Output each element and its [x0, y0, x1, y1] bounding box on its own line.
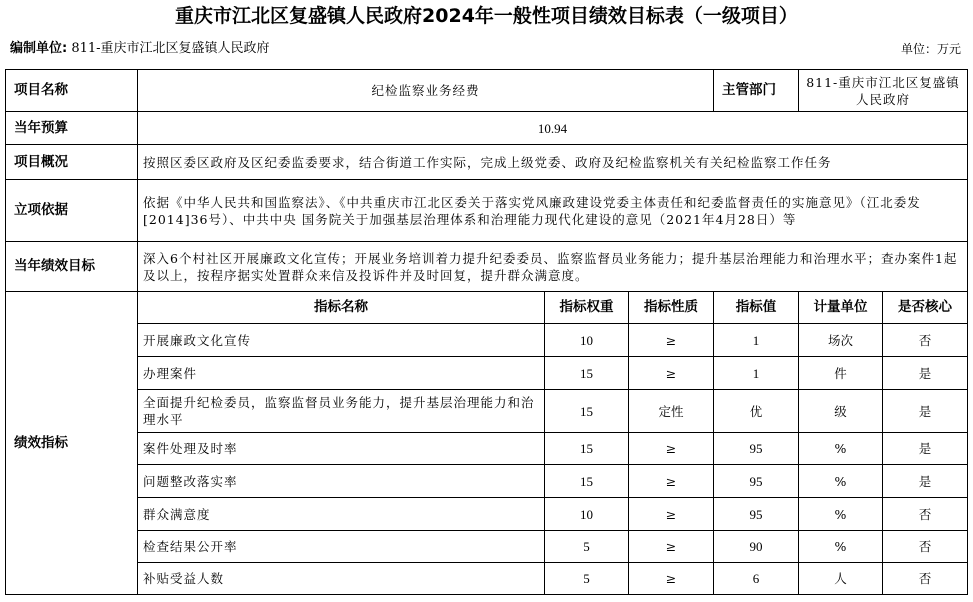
- indicator-value: 6: [714, 563, 799, 595]
- header-indicator-name: 指标名称: [138, 292, 545, 324]
- indicator-unit: 级: [799, 390, 883, 433]
- indicator-unit: 场次: [799, 324, 883, 357]
- indicator-core: 否: [883, 531, 968, 563]
- indicator-unit: %: [799, 498, 883, 531]
- compiling-unit: [10, 40, 270, 58]
- indicators-section-label: 绩效指标: [6, 292, 138, 595]
- budget-label: 当年预算: [6, 112, 138, 145]
- indicator-value: 95: [714, 465, 799, 498]
- indicator-nature: ≥: [629, 357, 714, 390]
- currency-unit: 单位：万元: [900, 42, 961, 56]
- project-name-value: 纪检监察业务经费: [138, 70, 714, 112]
- table-row: [6, 324, 968, 357]
- table-row: [6, 563, 968, 595]
- indicator-weight: 10: [545, 324, 629, 357]
- header-unit: 计量单位: [799, 292, 883, 324]
- indicator-value: 1: [714, 357, 799, 390]
- indicator-unit: %: [799, 465, 883, 498]
- dept-value: 811-重庆市江北区复盛镇人民政府: [799, 70, 968, 112]
- overview-value: 按照区委区政府及区纪委监委要求，结合街道工作实际，完成上级党委、政府及纪检监察机关有关纪检监察工作任务: [138, 145, 968, 180]
- indicator-name: 检查结果公开率: [138, 531, 545, 563]
- indicator-unit: 件: [799, 357, 883, 390]
- basis-row: [6, 180, 968, 242]
- overview-row: [6, 145, 968, 180]
- indicator-weight: 15: [545, 390, 629, 433]
- indicator-name: 群众满意度: [138, 498, 545, 531]
- indicator-nature: 定性: [629, 390, 714, 433]
- indicator-weight: 5: [545, 531, 629, 563]
- dept-label: 主管部门: [714, 70, 799, 112]
- project-name-label: 项目名称: [6, 70, 138, 112]
- compiling-unit-label: 编制单位:: [10, 41, 68, 56]
- indicator-core: 是: [883, 433, 968, 465]
- indicator-name: 办理案件: [138, 357, 545, 390]
- indicator-weight: 15: [545, 357, 629, 390]
- project-name-row: [6, 70, 968, 112]
- indicator-core: 是: [883, 390, 968, 433]
- goal-value: 深入6个村社区开展廉政文化宣传；开展业务培训着力提升纪委委员、监察监督员业务能力；提升基层治理能力和治理水平；查办案件1起及以上，按程序据实处置群众来信及投诉件并及时回复，提升群众满意度。: [138, 242, 968, 292]
- indicator-nature: ≥: [629, 433, 714, 465]
- overview-label: 项目概况: [6, 145, 138, 180]
- indicator-value: 95: [714, 498, 799, 531]
- table-row: [6, 357, 968, 390]
- indicator-unit: 人: [799, 563, 883, 595]
- indicator-nature: ≥: [629, 531, 714, 563]
- table-row: [6, 465, 968, 498]
- indicator-core: 是: [883, 465, 968, 498]
- compiling-unit-value: 811-重庆市江北区复盛镇人民政府: [71, 41, 270, 56]
- indicator-name: 开展廉政文化宣传: [138, 324, 545, 357]
- indicator-value: 1: [714, 324, 799, 357]
- indicator-core: 否: [883, 324, 968, 357]
- indicator-header-row: [6, 292, 968, 324]
- indicator-weight: 10: [545, 498, 629, 531]
- indicator-weight: 15: [545, 465, 629, 498]
- performance-table: [5, 69, 968, 595]
- indicator-name: 全面提升纪检委员，监察监督员业务能力，提升基层治理能力和治理水平: [138, 390, 545, 433]
- indicator-core: 否: [883, 563, 968, 595]
- indicator-nature: ≥: [629, 563, 714, 595]
- goal-row: [6, 242, 968, 292]
- indicator-core: 否: [883, 498, 968, 531]
- table-row: [6, 433, 968, 465]
- indicator-name: 案件处理及时率: [138, 433, 545, 465]
- indicator-unit: %: [799, 531, 883, 563]
- basis-label: 立项依据: [6, 180, 138, 242]
- indicator-weight: 15: [545, 433, 629, 465]
- indicator-name: 补贴受益人数: [138, 563, 545, 595]
- table-row: [6, 531, 968, 563]
- header-core: 是否核心: [883, 292, 968, 324]
- indicator-nature: ≥: [629, 324, 714, 357]
- indicator-weight: 5: [545, 563, 629, 595]
- goal-label: 当年绩效目标: [6, 242, 138, 292]
- indicator-value: 优: [714, 390, 799, 433]
- table-row: [6, 390, 968, 433]
- table-row: [6, 498, 968, 531]
- header-value: 指标值: [714, 292, 799, 324]
- indicator-value: 90: [714, 531, 799, 563]
- indicator-name: 问题整改落实率: [138, 465, 545, 498]
- basis-value: 依据《中华人民共和国监察法》、《中共重庆市江北区委关于落实党风廉政建设党委主体责任和纪委监督责任的实施意见》（江北委发[2014]36号）、中共中央 国务院关于加强基层治理体系和治理能力现代化建设的意见（2021年4月28日）等: [138, 180, 968, 242]
- budget-value: 10.94: [138, 112, 968, 145]
- indicator-core: 是: [883, 357, 968, 390]
- indicator-nature: ≥: [629, 465, 714, 498]
- indicator-value: 95: [714, 433, 799, 465]
- indicator-unit: %: [799, 433, 883, 465]
- header-weight: 指标权重: [545, 292, 629, 324]
- page-title: 重庆市江北区复盛镇人民政府2024年一般性项目绩效目标表（一级项目）: [175, 5, 798, 27]
- indicator-nature: ≥: [629, 498, 714, 531]
- budget-row: [6, 112, 968, 145]
- header-nature: 指标性质: [629, 292, 714, 324]
